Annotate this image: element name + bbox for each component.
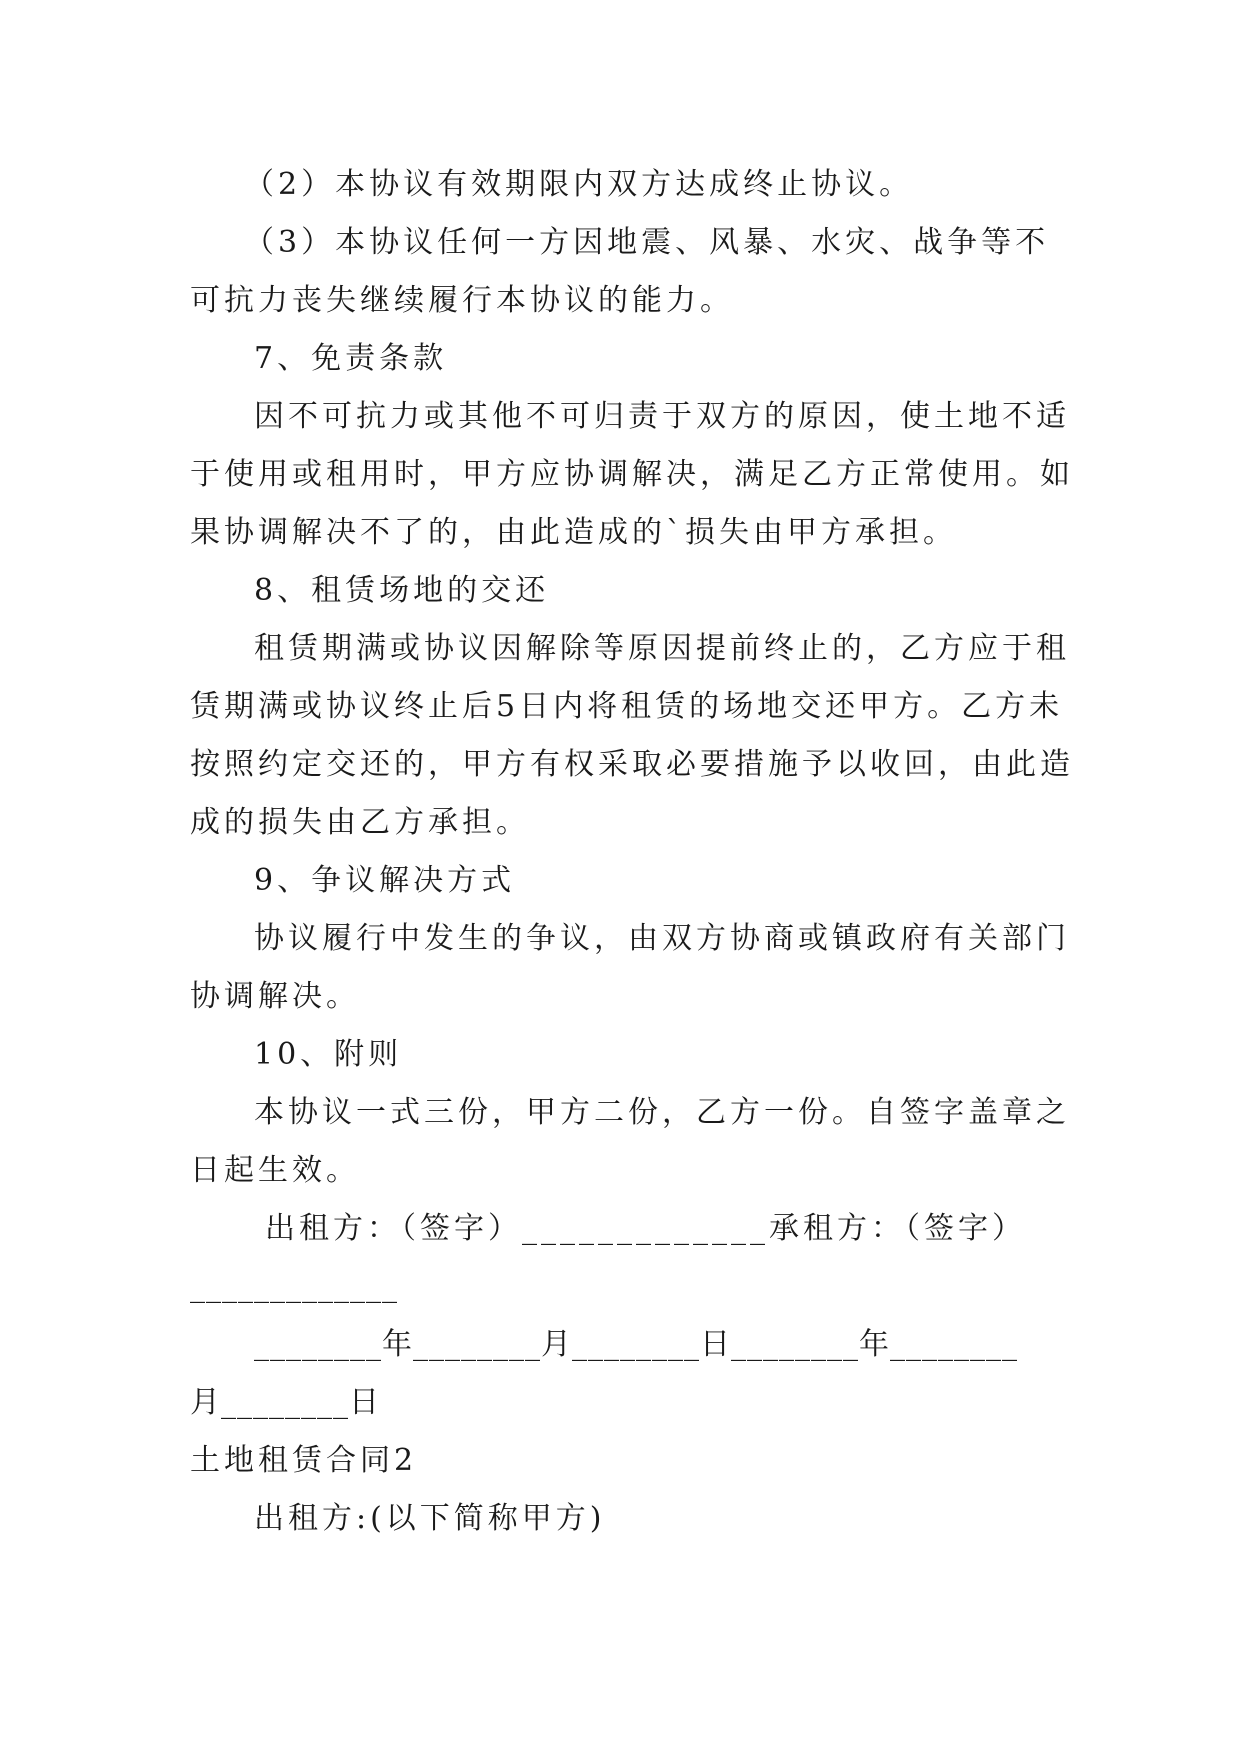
text-line: 出租方:(以下简称甲方) [254, 1501, 606, 1536]
text-line: 成的损失由乙方承担。 [190, 805, 530, 840]
text-line: 果协调解决不了的，由此造成的`损失由甲方承担。 [190, 515, 957, 550]
text-line: （3）本协议任何一方因地震、风暴、水灾、战争等不 [244, 225, 1050, 260]
text-line: 协调解决。 [190, 979, 360, 1014]
text-line: 于使用或租用时，甲方应协调解决，满足乙方正常使用。如 [190, 457, 1074, 492]
section-heading: 7、免责条款 [254, 341, 448, 376]
text-line: 租赁期满或协议因解除等原因提前终止的，乙方应于租 [254, 631, 1070, 666]
signature-line: 出租方：（签字）_____________承租方：（签字） [265, 1211, 1026, 1246]
date-line: ________年________月________日________年________ [254, 1327, 1018, 1362]
text-line: 日起生效。 [190, 1153, 360, 1188]
text-line: （2）本协议有效期限内双方达成终止协议。 [244, 167, 914, 202]
date-line: 月________日 [190, 1385, 380, 1420]
section-heading: 8、租赁场地的交还 [254, 573, 550, 608]
text-line: 按照约定交还的，甲方有权采取必要措施予以收回，由此造 [190, 747, 1074, 782]
text-line: 因不可抗力或其他不可归责于双方的原因，使土地不适 [254, 399, 1070, 434]
document-title: 土地租赁合同2 [190, 1443, 418, 1478]
signature-line: _____________ [190, 1269, 398, 1304]
section-heading: 10、附则 [254, 1037, 403, 1072]
text-line: 赁期满或协议终止后5日内将租赁的场地交还甲方。乙方未 [190, 689, 1064, 724]
text-line: 本协议一式三份，甲方二份，乙方一份。自签字盖章之 [254, 1095, 1070, 1130]
text-line: 可抗力丧失继续履行本协议的能力。 [190, 283, 734, 318]
section-heading: 9、争议解决方式 [254, 863, 516, 898]
text-line: 协议履行中发生的争议，由双方协商或镇政府有关部门 [254, 921, 1070, 956]
